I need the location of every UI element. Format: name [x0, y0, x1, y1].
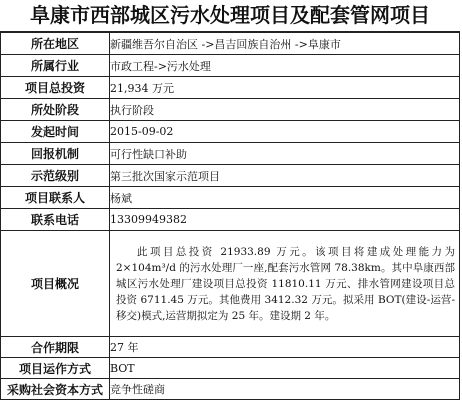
value-demo-level: 第三批次国家示范项目 — [110, 165, 460, 187]
table-row-term — [1, 337, 460, 358]
value-industry: 市政工程->污水处理 — [110, 55, 460, 77]
label-overview: 项目概况 — [1, 231, 110, 337]
table-row-phone — [1, 209, 460, 231]
table-row-stage — [1, 99, 460, 121]
label-start-date: 发起时间 — [1, 121, 110, 143]
table-row-return-mechanism — [1, 143, 460, 165]
label-total-investment: 项目总投资 — [1, 77, 110, 99]
value-contact: 杨斌 — [110, 187, 460, 209]
table-row-demo-level — [1, 165, 460, 187]
table-row-start-date — [1, 121, 460, 143]
label-term: 合作期限 — [1, 337, 110, 358]
label-procurement: 采购社会资本方式 — [1, 379, 110, 400]
label-operation-mode: 项目运作方式 — [1, 358, 110, 379]
label-return-mechanism: 回报机制 — [1, 143, 110, 165]
value-phone: 13309949382 — [110, 209, 460, 231]
table-row-region — [1, 33, 460, 55]
value-start-date: 2015-09-02 — [110, 121, 460, 143]
table-row-overview — [1, 231, 460, 337]
value-procurement: 竞争性磋商 — [110, 379, 460, 400]
label-industry: 所属行业 — [1, 55, 110, 77]
value-return-mechanism: 可行性缺口补助 — [110, 143, 460, 165]
value-overview — [110, 231, 460, 337]
table-row-contact — [1, 187, 460, 209]
value-region: 新疆维吾尔自治区 ->昌吉回族自治州 ->阜康市 — [110, 33, 460, 55]
table-row-industry — [1, 55, 460, 77]
label-demo-level: 示范级别 — [1, 165, 110, 187]
value-operation-mode: BOT — [110, 358, 460, 379]
label-region: 所在地区 — [1, 33, 110, 55]
value-term: 27 年 — [110, 337, 460, 358]
document-title: 阜康市西部城区污水处理项目及配套管网项目 — [0, 0, 460, 32]
label-stage: 所处阶段 — [1, 99, 110, 121]
overview-text: 此项目总投资 21933.89 万元。该项目将建成处理能力为 2×104m³/d 的污水处理厂一座,配套污水管网 78.38km。其中阜康西部城区污水处理厂建设项目总投资 11810.11 万元、排水管网建设项目总投资 6711.45 万元。其他费用 3412.32 万元。拟采用 BOT(建设-运营-移交)模式,运营期拟定为 25 年。建设期 2 年。 — [116, 245, 455, 322]
label-phone: 联系电话 — [1, 209, 110, 231]
project-info-table — [0, 32, 460, 400]
value-total-investment: 21,934 万元 — [110, 77, 460, 99]
value-stage: 执行阶段 — [110, 99, 460, 121]
table-row-total-investment — [1, 77, 460, 99]
table-row-operation-mode — [1, 358, 460, 379]
label-contact: 项目联系人 — [1, 187, 110, 209]
table-row-procurement — [1, 379, 460, 400]
